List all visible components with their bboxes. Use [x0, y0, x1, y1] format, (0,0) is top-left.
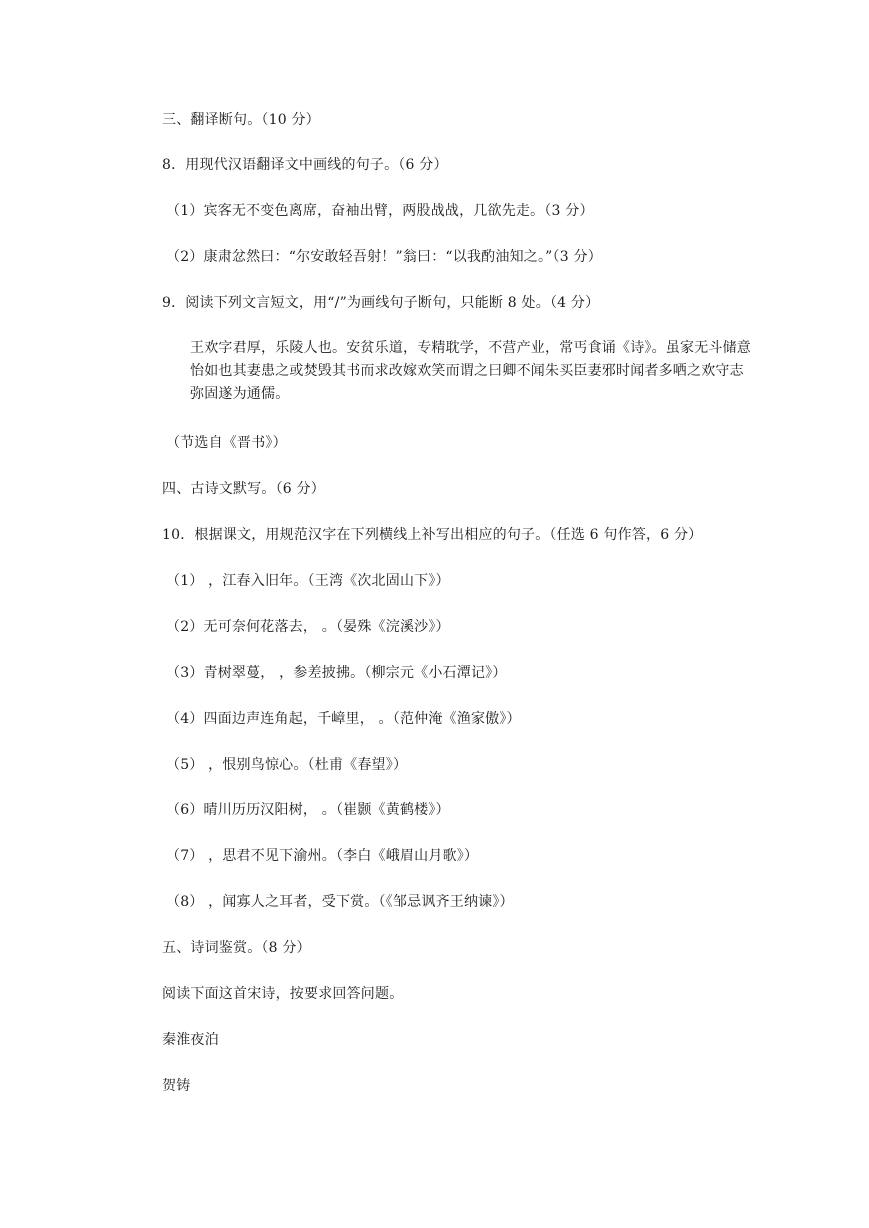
question-8-item-2: （2）康肃忿然曰：“尔安敢轻吾射！”翁曰：“以我酌油知之。”（3 分）	[166, 249, 602, 265]
section-heading-translation: 三、翻译断句。（10 分）	[162, 112, 320, 128]
question-10-item-5: （5） ，恨别鸟惊心。（杜甫《春望》）	[166, 757, 408, 773]
poetry-instruction: 阅读下面这首宋诗，按要求回答问题。	[162, 986, 404, 1002]
question-10-prompt: 10．根据课文，用规范汉字在下列横线上补写出相应的句子。（任选 6 句作答，6 分）	[162, 527, 703, 543]
question-9-prompt: 9．阅读下列文言短文，用“/”为画线句子断句，只能断 8 处。（4 分）	[162, 295, 600, 311]
classical-passage	[162, 337, 752, 406]
question-8-prompt: 8．用现代汉语翻译文中画线的句子。（6 分）	[162, 157, 448, 173]
section-heading-recitation: 四、古诗文默写。（6 分）	[162, 481, 325, 497]
question-10-item-7: （7） ，思君不见下渝州。（李白《峨眉山月歌》）	[166, 848, 479, 864]
poem-title: 秦淮夜泊	[162, 1032, 219, 1048]
question-10-item-1: （1） ，江春入旧年。（王湾《次北固山下》）	[166, 573, 450, 589]
poem-author: 贺铸	[162, 1078, 191, 1094]
section-heading-poetry: 五、诗词鉴赏。（8 分）	[162, 940, 311, 956]
question-8-item-1: （1）宾客无不变色离席，奋袖出臂，两股战战，几欲先走。（3 分）	[166, 203, 594, 219]
question-10-item-8: （8） ，闻寡人之耳者，受下赏。（《邹忌讽齐王纳谏》）	[166, 894, 514, 910]
passage-source: （节选自《晋书》）	[166, 435, 287, 451]
question-10-item-2: （2）无可奈何花落去， 。（晏殊《浣溪沙》）	[166, 619, 450, 635]
question-10-item-4: （4）四面边声连角起，千嶂里， 。（范仲淹《渔家傲》）	[166, 711, 521, 727]
classical-passage-text: 王欢字君厚，乐陵人也。安贫乐道，专精耽学，不营产业，常丐食诵《诗》。虽家无斗储意怡如也其妻患之或焚毁其书而求改嫁欢笑而谓之曰卿不闻朱买臣妻邪时闻者多哂之欢守志弥固遂为通儒。	[190, 340, 751, 402]
question-10-item-6: （6）晴川历历汉阳树， 。（崔颢《黄鹤楼》）	[166, 802, 450, 818]
question-10-item-3: （3）青树翠蔓， ，参差披拂。（柳宗元《小石潭记》）	[166, 665, 507, 681]
